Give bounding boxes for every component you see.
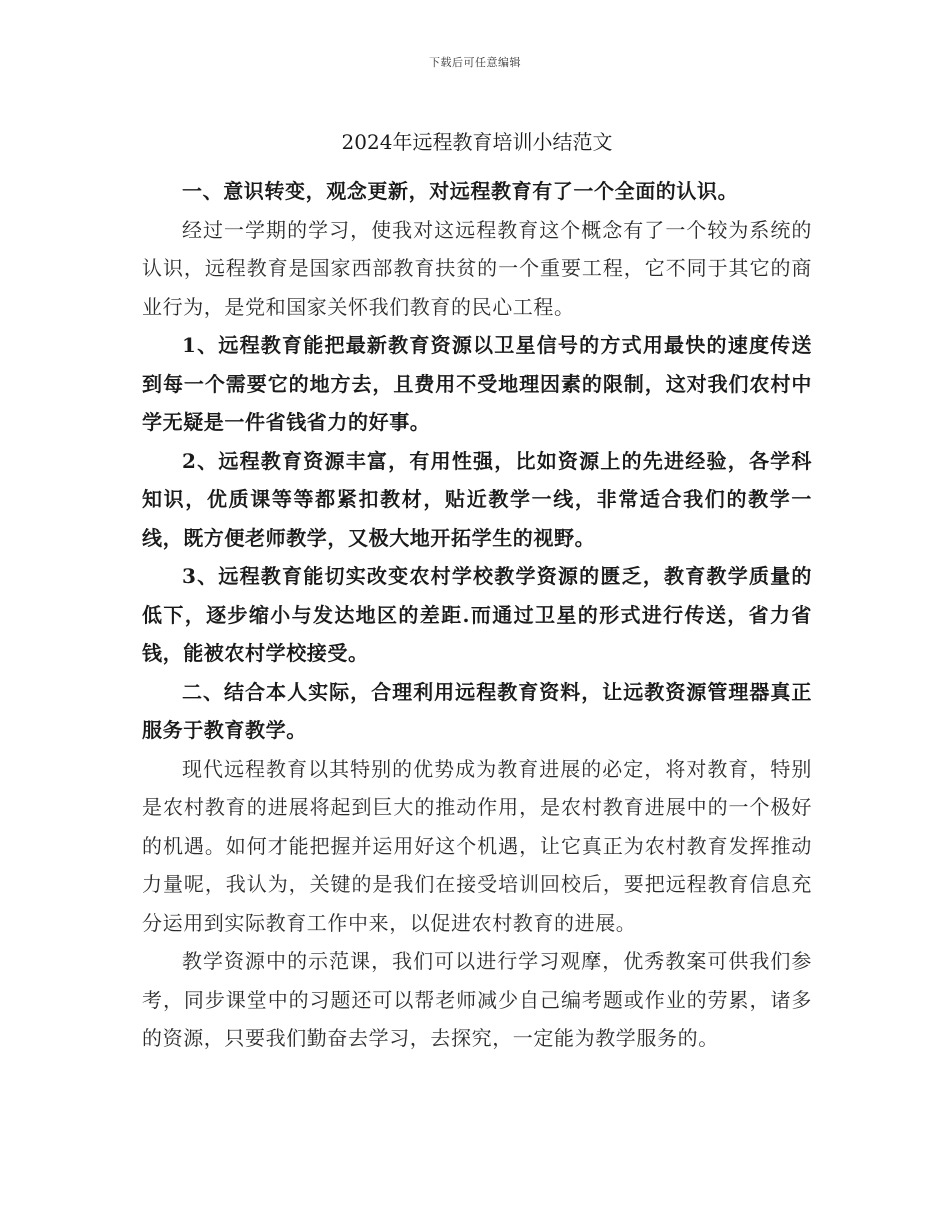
point-paragraph-3: 3、远程教育能切实改变农村学校教学资源的匮乏，教育教学质量的低下，逐步缩小与发达地区的差距.而通过卫星的形式进行传送，省力省钱，能被农村学校接受。 [142, 564, 812, 665]
body-paragraph: 教学资源中的示范课，我们可以进行学习观摩，优秀教案可供我们参考，同步课堂中的习题还可以帮老师减少自己编考题或作业的劳累，诸多的资源，只要我们勤奋去学习，去探究，一定能为教学服务的。 [142, 949, 812, 1050]
body-paragraph: 经过一学期的学习，使我对这远程教育这个概念有了一个较为系统的认识，远程教育是国家西部教育扶贫的一个重要工程，它不同于其它的商业行为，是党和国家关怀我们教育的民心工程。 [142, 217, 812, 319]
point-paragraph-1: 1、远程教育能把最新教育资源以卫星信号的方式用最快的速度传送到每一个需要它的地方去，且费用不受地理因素的限制，这对我们农村中学无疑是一件省钱省力的好事。 [142, 333, 812, 434]
section-heading-2: 二、结合本人实际，合理利用远程教育资料，让远教资源管理器真正服务于教育教学。 [142, 679, 812, 742]
document-title: 2024年远程教育培训小结范文 [341, 130, 613, 154]
body-paragraph: 现代远程教育以其特别的优势成为教育进展的必定，将对教育，特别是农村教育的进展将起到巨大的推动作用，是农村教育进展中的一个极好的机遇。如何才能把握并运用好这个机遇，让它真正为农村教育发挥推动力量呢，我认为，关键的是我们在接受培训回校后，要把远程教育信息充分运用到实际教育工作中来，以促进农村教育的进展。 [142, 756, 812, 935]
document-body [142, 128, 812, 1058]
header-note: 下载后可任意编辑 [429, 56, 521, 69]
section-heading-1: 一、意识转变，观念更新，对远程教育有了一个全面的认识。 [182, 179, 739, 203]
point-paragraph-2: 2、远程教育资源丰富，有用性强，比如资源上的先进经验，各学科知识，优质课等等都紧扣教材，贴近教学一线，非常适合我们的教学一线，既方便老师教学，又极大地开拓学生的视野。 [142, 448, 812, 550]
